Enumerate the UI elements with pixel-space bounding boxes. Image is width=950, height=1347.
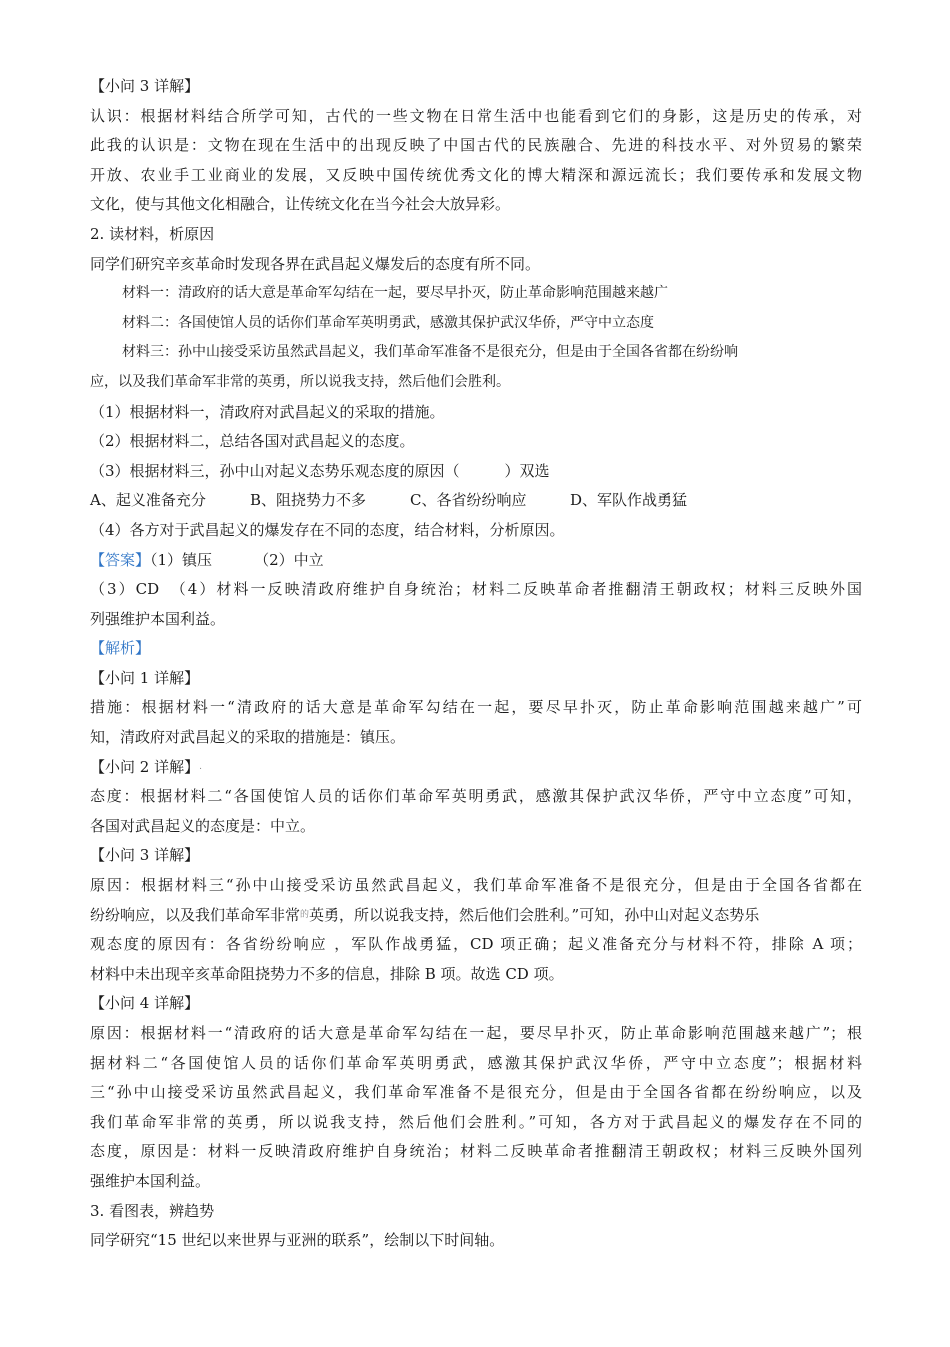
answer-3-4: （3）CD （4）材料一反映清政府维护自身统治；材料二反映革命者推翻清王朝政权；材料三反映外国 bbox=[90, 580, 862, 599]
answer-options bbox=[90, 486, 862, 516]
question-3-title: 3. 看图表，辨趋势 bbox=[90, 1201, 215, 1220]
paragraph-line: 开放、农业手工业商业的发展，又反映中国传统优秀文化的博大精深和源远流长；我们要传承和发展文物 bbox=[90, 165, 862, 184]
paragraph-line: 各国对武昌起义的态度是：中立。 bbox=[90, 816, 316, 835]
document-page bbox=[90, 72, 862, 1256]
question-2-intro: 同学们研究辛亥革命时发现各界在武昌起义爆发后的态度有所不同。 bbox=[90, 254, 541, 273]
heading-q4: 【小问 4 详解】 bbox=[90, 994, 200, 1013]
paragraph-line: 原因：根据材料一“清政府的话大意是革命军勾结在一起，要尽早扑灭，防止革命影响范围越来越广”；根 bbox=[90, 1024, 862, 1042]
paragraph-line: 知，清政府对武昌起义的采取的措施是：镇压。 bbox=[90, 728, 406, 747]
paragraph-fragment: 英勇，所以说我支持，然后他们会胜利。”可知，孙中山对起义态势乐 bbox=[309, 905, 760, 924]
heading-q2 bbox=[90, 753, 862, 783]
option-d: D、军队作战勇猛 bbox=[570, 491, 688, 510]
stray-mark: . bbox=[199, 761, 202, 772]
option-a: A、起义准备充分 bbox=[90, 491, 206, 510]
paragraph-fragment: 纷纷响应，以及我们革命军非常 bbox=[90, 905, 301, 924]
paragraph-line: 三“孙中山接受采访虽然武昌起义，我们革命军准备不是很充分，但是由于全国各省都在纷纷响应，以及 bbox=[90, 1083, 862, 1102]
question-3-intro: 同学研究“15 世纪以来世界与亚洲的联系”，绘制以下时间轴。 bbox=[90, 1231, 505, 1250]
sub-question-3: （3）根据材料三，孙中山对起义态势乐观态度的原因（ ）双选 bbox=[90, 461, 550, 480]
answer-2: （2）中立 bbox=[254, 550, 324, 569]
paragraph-line: 观态度的原因有：各省纷纷响应 ，军队作战勇猛，CD 项正确；起义准备充分与材料不符，排除 A 项； bbox=[90, 935, 862, 954]
heading-q3-top: 【小问 3 详解】 bbox=[90, 77, 200, 95]
heading-q2-text: 【小问 2 详解】 bbox=[90, 757, 200, 776]
option-c: C、各省纷纷响应 bbox=[410, 491, 527, 510]
question-2-title: 2. 读材料，析原因 bbox=[90, 224, 215, 243]
answer-line bbox=[90, 546, 862, 576]
sub-question-2: （2）根据材料二，总结各国对武昌起义的态度。 bbox=[90, 432, 415, 451]
option-b: B、阻挠势力不多 bbox=[250, 491, 367, 510]
answer-label: 【答案】 bbox=[90, 550, 151, 569]
answer-1: （1）镇压 bbox=[150, 550, 213, 569]
paragraph-line: 据材料二“各国使馆人员的话你们革命军英明勇武，感激其保护武汉华侨，严守中立态度”；根据材料 bbox=[90, 1053, 862, 1072]
material-1: 材料一：清政府的话大意是革命军勾结在一起，要尽早扑灭，防止革命影响范围越来越广 bbox=[122, 285, 668, 302]
paragraph-line: 原因：根据材料三“孙中山接受采访虽然武昌起义，我们革命军准备不是很充分，但是由于全国各省都在 bbox=[90, 876, 862, 895]
answer-4-continued: 列强维护本国利益。 bbox=[90, 609, 226, 628]
analysis-label: 【解析】 bbox=[90, 639, 151, 658]
paragraph-line: 材料中未出现辛亥革命阻挠势力不多的信息，排除 B 项。故选 CD 项。 bbox=[90, 964, 564, 983]
paragraph-line: 我们革命军非常的英勇，所以说我支持，然后他们会胜利。”可知，各方对于武昌起义的爆发存在不同的 bbox=[90, 1112, 862, 1131]
material-3: 材料三：孙中山接受采访虽然武昌起义，我们革命军准备不是很充分，但是由于全国各省都在纷纷响 bbox=[122, 344, 738, 361]
paragraph-line: 态度：根据材料二“各国使馆人员的话你们革命军英明勇武，感激其保护武汉华侨，严守中立态度”可知， bbox=[90, 787, 862, 806]
paragraph-line: 措施：根据材料一“清政府的话大意是革命军勾结在一起，要尽早扑灭，防止革命影响范围越来越广”可 bbox=[90, 698, 862, 717]
paragraph-line: 此我的认识是：文物在现在生活中的出现反映了中国古代的民族融合、先进的科技水平、对外贸易的繁荣 bbox=[90, 136, 862, 155]
paragraph-line: 文化，使与其他文化相融合，让传统文化在当今社会大放异彩。 bbox=[90, 195, 511, 214]
material-3-continued: 应，以及我们革命军非常的英勇，所以说我支持，然后他们会胜利。 bbox=[90, 373, 510, 390]
paragraph-line: 强维护本国利益。 bbox=[90, 1171, 211, 1190]
heading-q3: 【小问 3 详解】 bbox=[90, 846, 200, 865]
sub-question-1: （1）根据材料一，清政府对武昌起义的采取的措施。 bbox=[90, 402, 445, 421]
paragraph-line: 认识：根据材料结合所学可知，古代的一些文物在日常生活中也能看到它们的身影，这是历史的传承，对 bbox=[90, 106, 862, 125]
paragraph-line: 态度，原因是：材料一反映清政府维护自身统治；材料二反映革命者推翻清王朝政权；材料三反映外国列 bbox=[90, 1142, 862, 1161]
material-2: 材料二：各国使馆人员的话你们革命军英明勇武，感激其保护武汉华侨，严守中立态度 bbox=[122, 314, 654, 331]
sub-question-4: （4）各方对于武昌起义的爆发存在不同的态度，结合材料，分析原因。 bbox=[90, 520, 565, 539]
paragraph-line bbox=[90, 901, 862, 931]
heading-q1: 【小问 1 详解】 bbox=[90, 668, 200, 687]
inline-mark: 的 bbox=[300, 909, 310, 920]
